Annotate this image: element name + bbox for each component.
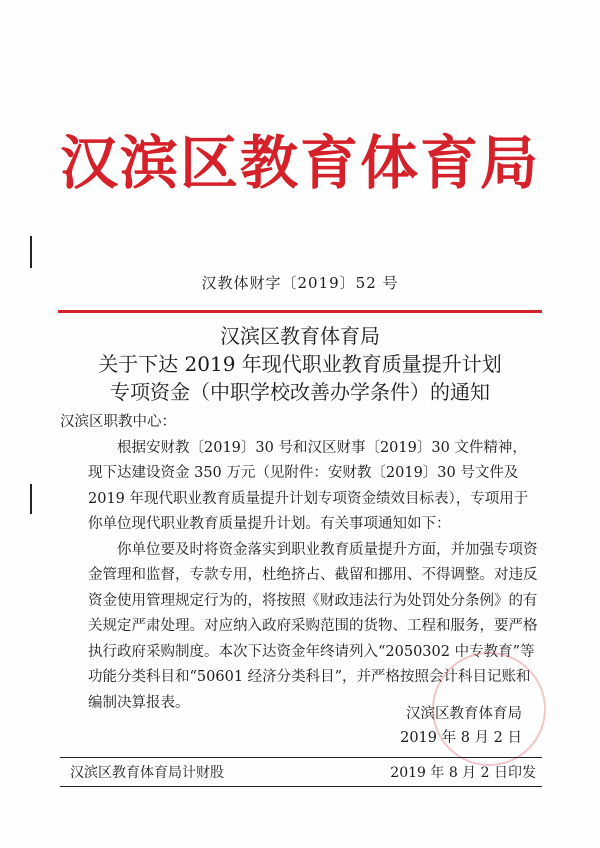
margin-mark-bottom	[30, 484, 32, 514]
salutation: 汉滨区职教中心：	[60, 414, 176, 430]
footer-rule-bottom	[60, 786, 542, 787]
footer-rule-top	[60, 757, 542, 758]
red-separator-line	[58, 310, 542, 313]
margin-mark-top	[30, 236, 32, 268]
document-title	[60, 322, 540, 406]
signature-organization: 汉滨区教育体育局	[406, 706, 522, 722]
title-line-2: 关于下达 2019 年现代职业教育质量提升计划	[98, 352, 502, 376]
signature-date: 2019 年 8 月 2 日	[400, 730, 522, 746]
footer-issuer: 汉滨区教育体育局计财股	[70, 765, 224, 781]
red-header-organization: 汉滨区教育体育局	[60, 129, 541, 197]
title-line-3: 专项资金（中职学校改善办学条件）的通知	[110, 380, 490, 404]
body-paragraph-1: 根据安财教〔2019〕30 号和汉区财事〔2019〕30 文件精神，现下达建设资金 350 万元（见附件：安财教〔2019〕30 号文件及 2019 年现代职业教育质量提升计划专项资金绩效目标表），专项用于你单位现代职业教育质量提升计划。有关事项通知如下：	[88, 439, 529, 532]
document-number: 汉教体财字〔2019〕52 号	[201, 274, 399, 292]
body-paragraph-2: 你单位要及时将资金落实到职业教育质量提升方面，并加强专项资金管理和监督，专款专用，杜绝挤占、截留和挪用、不得调整。对违反资金使用管理规定行为的，将按照《财政违法行为处罚处分条例》的有关规定严肃处理。对应纳入政府采购范围的货物、工程和服务，要严格执行政府采购制度。本次下达资金年终请列入“2050302 中专教育”等功能分类科目和“50601 经济分类科目”，并严格按照会计科目记账和编制决算报表。	[88, 541, 538, 711]
title-line-1: 汉滨区教育体育局	[220, 324, 380, 348]
signature-block	[400, 702, 522, 750]
footer-issue-date: 2019 年 8 月 2 日印发	[390, 765, 536, 781]
